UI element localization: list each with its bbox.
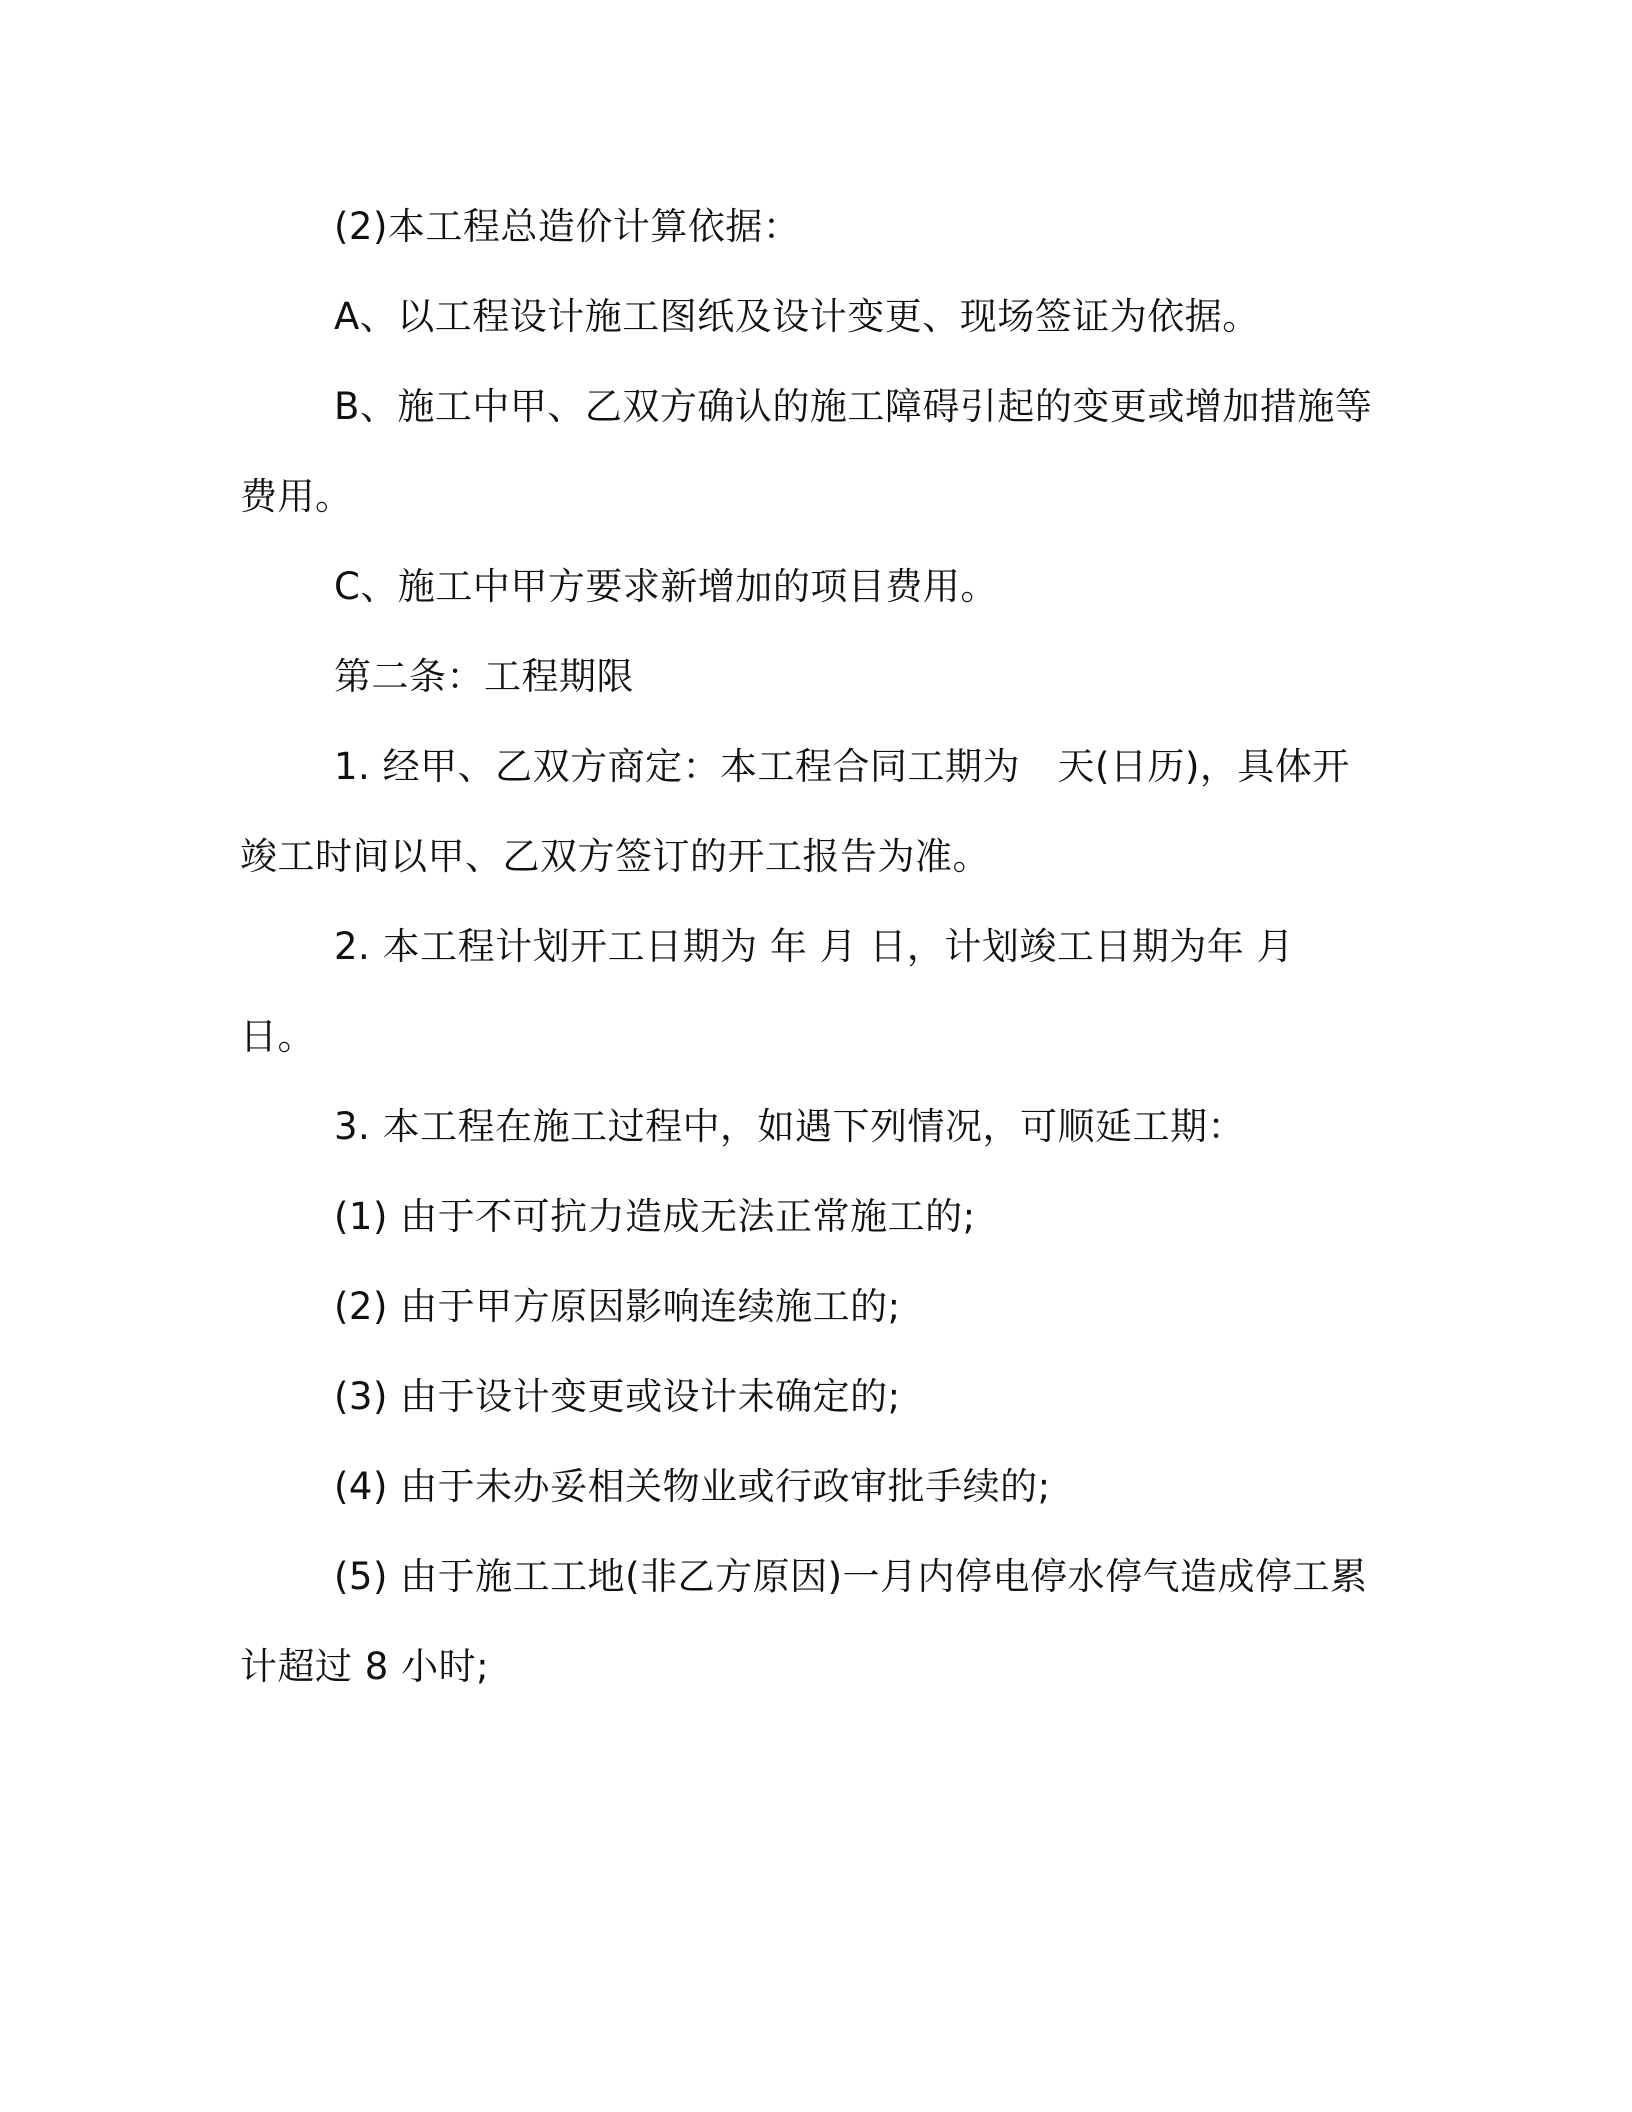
- paragraph-cost-basis-b: B、施工中甲、乙双方确认的施工障碍引起的变更或增加措施等费用。: [240, 385, 1373, 518]
- paragraph-term-2: 2. 本工程计划开工日期为 年 月 日，计划竣工日期为年 月 日。: [240, 925, 1295, 1058]
- paragraph-cost-basis-a: A、以工程设计施工图纸及设计变更、现场签证为依据。: [334, 295, 1260, 338]
- list-item-extension-3: (3) 由于设计变更或设计未确定的;: [334, 1375, 901, 1418]
- list-item-extension-5: (5) 由于施工工地(非乙方原因)一月内停电停水停气造成停工累计超过 8 小时;: [240, 1555, 1368, 1688]
- list-item-extension-4: (4) 由于未办妥相关物业或行政审批手续的;: [334, 1465, 1051, 1508]
- article-two-heading: 第二条：工程期限: [334, 655, 634, 698]
- paragraph-term-1: 1. 经甲、乙双方商定：本工程合同工期为 天(日历)，具体开竣工时间以甲、乙双方签订的开工报告为准。: [240, 745, 1350, 878]
- paragraph-cost-basis-c: C、施工中甲方要求新增加的项目费用。: [334, 565, 998, 608]
- list-item-extension-1: (1) 由于不可抗力造成无法正常施工的;: [334, 1195, 976, 1238]
- paragraph-term-3: 3. 本工程在施工过程中，如遇下列情况，可顺延工期：: [334, 1105, 1246, 1148]
- document-body: [240, 182, 1380, 1712]
- paragraph-cost-basis-heading: (2)本工程总造价计算依据：: [334, 205, 801, 248]
- list-item-extension-2: (2) 由于甲方原因影响连续施工的;: [334, 1285, 901, 1328]
